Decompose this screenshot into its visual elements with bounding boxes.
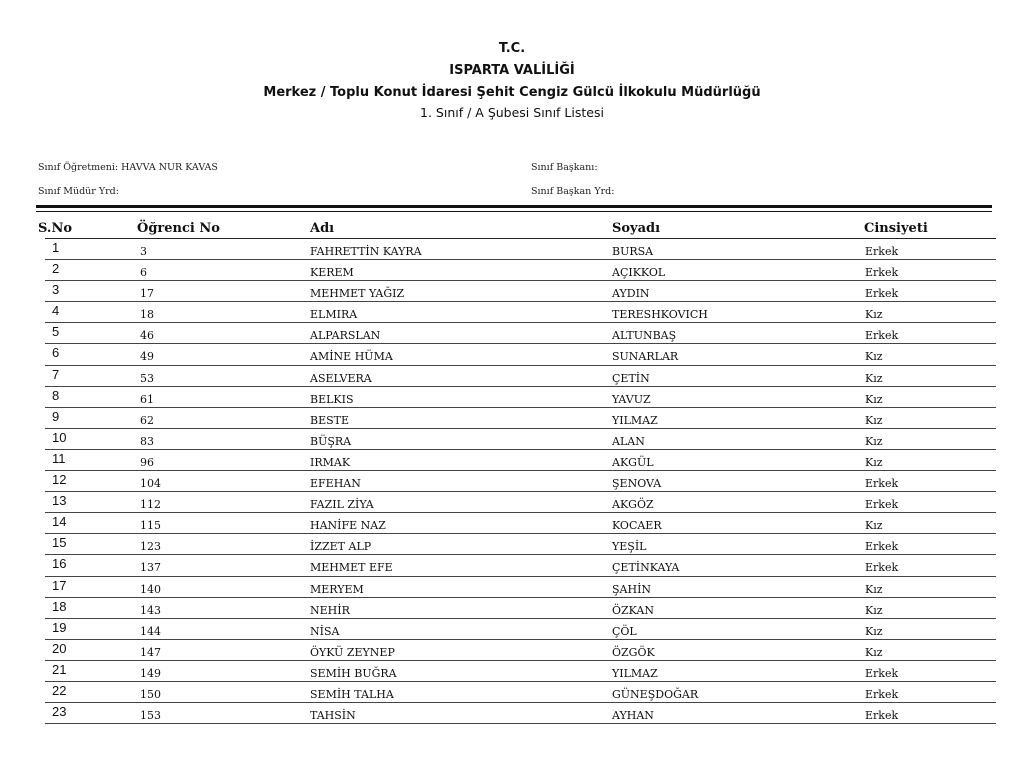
cell-student-no: 115 <box>140 519 161 533</box>
cell-gender: Erkek <box>865 245 899 258</box>
cell-gender: Erkek <box>865 287 899 301</box>
table-row <box>0 703 1024 724</box>
cell-student-no: 17 <box>140 287 154 301</box>
cell-student-no: 144 <box>140 624 161 638</box>
cell-name: MEHMET YAĞIZ <box>310 287 405 301</box>
table-row <box>0 598 1024 619</box>
cell-student-no: 61 <box>140 392 154 406</box>
cell-name: NEHİR <box>310 603 350 617</box>
class-teacher: Sınıf Öğretmeni: HAVVA NUR KAVAS <box>38 162 218 173</box>
cell-student-no: 49 <box>140 350 154 364</box>
table-row <box>0 366 1024 387</box>
table-row <box>0 577 1024 598</box>
cell-student-no: 96 <box>140 455 154 469</box>
header-governorship: ISPARTA VALİLİĞİ <box>449 63 575 78</box>
cell-student-no: 53 <box>140 371 154 385</box>
table-row <box>0 302 1024 323</box>
cell-surname: ALAN <box>612 434 645 448</box>
cell-surname: ÖZGÖK <box>612 645 655 659</box>
cell-sno: 11 <box>52 450 66 466</box>
cell-name: FAZIL ZİYA <box>310 498 374 512</box>
table-row <box>0 682 1024 703</box>
cell-name: BESTE <box>310 413 350 427</box>
cell-gender: Kız <box>865 519 883 533</box>
cell-surname: ÇETİN <box>612 371 650 385</box>
cell-surname: YEŞİL <box>612 540 647 554</box>
cell-name: IRMAK <box>310 455 351 469</box>
cell-gender: Kız <box>865 624 883 638</box>
cell-gender: Erkek <box>865 540 899 554</box>
table-row <box>0 619 1024 640</box>
table-row <box>0 281 1024 302</box>
cell-sno: 9 <box>52 408 60 424</box>
cell-gender: Kız <box>865 392 883 406</box>
cell-sno: 4 <box>52 303 60 319</box>
column-header-gender: Cinsiyeti <box>864 221 928 236</box>
cell-surname: ÖZKAN <box>612 603 655 617</box>
cell-gender: Kız <box>865 434 883 448</box>
cell-surname: ŞAHİN <box>612 582 652 596</box>
cell-surname: AÇIKKOL <box>612 266 666 280</box>
class-president-deputy: Sınıf Başkan Yrd: <box>531 186 615 197</box>
cell-name: KEREM <box>310 266 354 280</box>
header-school: Merkez / Toplu Konut İdaresi Şehit Cengiz Gülcü İlkokulu Müdürlüğü <box>263 85 761 100</box>
cell-name: BÜŞRA <box>310 434 352 448</box>
cell-gender: Erkek <box>865 266 899 280</box>
cell-sno: 10 <box>52 429 67 445</box>
table-row <box>0 661 1024 682</box>
cell-gender: Erkek <box>865 329 899 343</box>
cell-student-no: 149 <box>140 666 161 680</box>
cell-student-no: 153 <box>140 709 161 723</box>
column-header-surname: Soyadı <box>612 221 661 236</box>
table-row <box>0 408 1024 429</box>
cell-sno: 2 <box>52 261 60 277</box>
cell-name: SEMİH TALHA <box>310 687 394 701</box>
cell-sno: 5 <box>52 324 60 340</box>
cell-student-no: 3 <box>140 245 147 258</box>
cell-name: HANİFE NAZ <box>310 519 386 533</box>
cell-student-no: 62 <box>140 413 154 427</box>
cell-surname: KOCAER <box>612 519 662 533</box>
cell-name: SEMİH BUĞRA <box>310 666 397 680</box>
cell-student-no: 83 <box>140 434 154 448</box>
table-row <box>0 239 1024 260</box>
table-row <box>0 344 1024 365</box>
cell-name: EFEHAN <box>310 477 361 491</box>
cell-sno: 3 <box>52 282 60 298</box>
cell-student-no: 104 <box>140 477 161 491</box>
column-header-student-no: Öğrenci No <box>137 221 220 236</box>
cell-gender: Kız <box>865 645 883 659</box>
table-row <box>0 492 1024 513</box>
cell-sno: 19 <box>52 619 67 635</box>
cell-surname: ÇETİNKAYA <box>612 561 680 575</box>
cell-surname: AKGÜL <box>612 455 654 469</box>
cell-name: NİSA <box>310 624 340 638</box>
cell-surname: ÇÖL <box>612 624 637 638</box>
class-president: Sınıf Başkanı: <box>531 162 598 173</box>
cell-student-no: 143 <box>140 603 161 617</box>
table-row <box>0 450 1024 471</box>
cell-surname: ALTUNBAŞ <box>612 329 677 343</box>
cell-sno: 12 <box>52 472 67 488</box>
cell-gender: Erkek <box>865 666 899 680</box>
cell-student-no: 46 <box>140 329 154 343</box>
cell-gender: Kız <box>865 413 883 427</box>
cell-gender: Kız <box>865 308 883 322</box>
cell-sno: 20 <box>52 640 67 656</box>
cell-name: MERYEM <box>310 582 364 596</box>
cell-name: MEHMET EFE <box>310 561 393 575</box>
cell-sno: 13 <box>52 493 67 509</box>
cell-surname: YILMAZ <box>612 666 658 680</box>
cell-gender: Kız <box>865 371 883 385</box>
cell-name: ALPARSLAN <box>310 329 381 343</box>
cell-surname: TERESHKOVICH <box>612 308 708 322</box>
cell-name: FAHRETTİN KAYRA <box>310 245 422 258</box>
cell-sno: 7 <box>52 366 60 382</box>
table-row <box>0 534 1024 555</box>
cell-student-no: 150 <box>140 687 161 701</box>
cell-surname: BURSA <box>612 245 654 258</box>
table-row <box>0 387 1024 408</box>
cell-sno: 23 <box>52 704 67 720</box>
cell-student-no: 18 <box>140 308 154 322</box>
cell-student-no: 137 <box>140 561 161 575</box>
cell-surname: YAVUZ <box>612 392 651 406</box>
cell-sno: 18 <box>52 598 67 614</box>
cell-surname: AKGÖZ <box>612 498 654 512</box>
cell-student-no: 123 <box>140 540 161 554</box>
cell-surname: GÜNEŞDOĞAR <box>612 687 699 701</box>
cell-gender: Kız <box>865 455 883 469</box>
header-tc: T.C. <box>498 41 526 56</box>
cell-gender: Erkek <box>865 561 899 575</box>
cell-sno: 16 <box>52 556 67 572</box>
cell-name: BELKIS <box>310 392 354 406</box>
cell-sno: 15 <box>52 535 67 551</box>
table-row <box>0 260 1024 281</box>
cell-gender: Kız <box>865 350 883 364</box>
cell-name: ÖYKÜ ZEYNEP <box>310 645 395 659</box>
cell-gender: Erkek <box>865 687 899 701</box>
cell-student-no: 147 <box>140 645 161 659</box>
cell-name: TAHSİN <box>310 709 356 723</box>
divider-thick <box>36 205 992 208</box>
cell-gender: Erkek <box>865 498 899 512</box>
cell-surname: AYDIN <box>612 287 650 301</box>
column-header-name: Adı <box>310 221 335 236</box>
cell-name: ELMIRA <box>310 308 358 322</box>
cell-sno: 1 <box>52 240 60 255</box>
cell-name: ASELVERA <box>310 371 372 385</box>
cell-surname: ŞENOVA <box>612 477 662 491</box>
table-row <box>0 640 1024 661</box>
cell-gender: Erkek <box>865 709 899 723</box>
cell-sno: 8 <box>52 387 60 403</box>
cell-surname: SUNARLAR <box>612 350 679 364</box>
vice-principal: Sınıf Müdür Yrd: <box>38 186 119 197</box>
cell-surname: AYHAN <box>612 709 654 723</box>
row-divider <box>45 723 996 724</box>
cell-gender: Erkek <box>865 477 899 491</box>
cell-surname: YILMAZ <box>612 413 658 427</box>
cell-sno: 22 <box>52 682 67 698</box>
student-table <box>0 239 1024 724</box>
table-row <box>0 471 1024 492</box>
cell-gender: Kız <box>865 603 883 617</box>
cell-sno: 14 <box>52 514 67 530</box>
table-row <box>0 513 1024 534</box>
cell-student-no: 140 <box>140 582 161 596</box>
cell-gender: Kız <box>865 582 883 596</box>
table-row <box>0 323 1024 344</box>
cell-sno: 6 <box>52 345 60 361</box>
cell-name: İZZET ALP <box>310 540 372 554</box>
table-row <box>0 555 1024 576</box>
cell-student-no: 6 <box>140 266 147 280</box>
divider-thin <box>36 211 992 212</box>
table-row <box>0 429 1024 450</box>
document-title: 1. Sınıf / A Şubesi Sınıf Listesi <box>420 105 604 120</box>
cell-sno: 17 <box>52 577 67 593</box>
cell-sno: 21 <box>52 661 67 677</box>
cell-name: AMİNE HÜMA <box>310 350 393 364</box>
column-header-sno: S.No <box>38 221 73 236</box>
cell-student-no: 112 <box>140 498 161 512</box>
